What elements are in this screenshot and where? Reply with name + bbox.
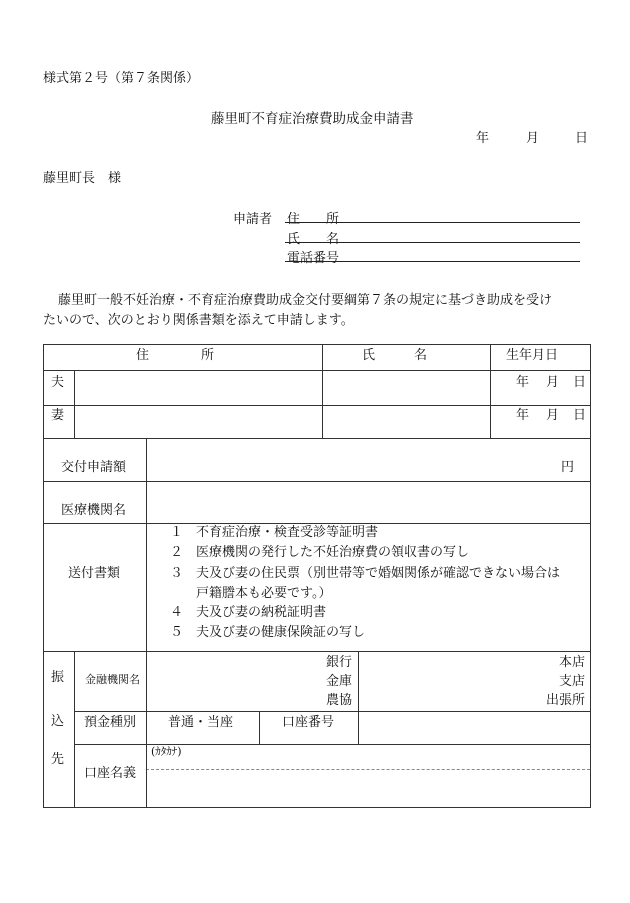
- applicant-name-line[interactable]: [285, 242, 580, 243]
- document-item: ４ 夫及び妻の納税証明書: [170, 605, 327, 620]
- account-holder-label: 口座名義: [84, 766, 137, 781]
- branch-type-office: 出張所: [546, 693, 586, 708]
- applicant-address-line[interactable]: [285, 222, 580, 223]
- document-item: 戸籍謄本も必要です。）: [170, 586, 332, 601]
- applicant-label: 申請者: [233, 212, 273, 227]
- document-item: ２ 医療機関の発行した不妊治療費の領収書の写し: [170, 545, 470, 560]
- body-text-line2: たいので、次のとおり関係書類を添えて申請します。: [43, 313, 354, 328]
- applicant-phone-line[interactable]: [285, 261, 580, 262]
- transfer-label-char: 込: [51, 714, 65, 729]
- wife-month: 月: [546, 408, 560, 423]
- body-text-line1: 藤里町一般不妊治療・不育症治療費助成金交付要綱第７条の規定に基づき助成を受け: [58, 293, 553, 308]
- bank-type-nokyo: 農協: [326, 693, 353, 708]
- amount-label: 交付申請額: [61, 460, 127, 475]
- husband-label: 夫: [51, 375, 65, 390]
- applicant-address-label: 住 所: [287, 212, 340, 227]
- bank-type-kinko: 金庫: [326, 674, 353, 689]
- document-item: ３ 夫及び妻の住民票（別世帯等で婚姻関係が確認できない場合は: [170, 566, 561, 581]
- documents-label: 送付書類: [68, 566, 121, 581]
- header-name: 氏 名: [362, 348, 428, 363]
- form-number: 様式第２号（第７条関係）: [43, 71, 200, 86]
- bank-label: 金融機関名: [85, 673, 140, 686]
- applicant-name-label: 氏 名: [287, 232, 340, 247]
- deposit-type-value[interactable]: 普通・当座: [168, 715, 234, 730]
- date-day: 日: [575, 131, 589, 146]
- date-month: 月: [526, 131, 540, 146]
- document-item: ５ 夫及び妻の健康保険証の写し: [170, 625, 366, 640]
- branch-type-main: 本店: [559, 655, 586, 670]
- transfer-label-char: 先: [51, 752, 65, 767]
- husband-year: 年: [516, 375, 530, 390]
- applicant-phone-label: 電話番号: [287, 251, 340, 266]
- header-birthdate: 生年月日: [506, 348, 559, 363]
- header-address: 住 所: [136, 348, 215, 363]
- amount-unit: 円: [561, 460, 575, 475]
- date-year: 年: [476, 131, 490, 146]
- form-title: 藤里町不育症治療費助成金申請書: [211, 111, 414, 127]
- deposit-type-label: 預金種別: [84, 715, 137, 730]
- addressee: 藤里町長 様: [43, 171, 122, 186]
- institution-label: 医療機関名: [61, 503, 127, 518]
- bank-type-bank: 銀行: [326, 655, 353, 670]
- wife-day: 日: [573, 408, 587, 423]
- account-number-label: 口座番号: [282, 715, 335, 730]
- wife-label: 妻: [51, 408, 65, 423]
- branch-type-branch: 支店: [559, 674, 586, 689]
- wife-year: 年: [516, 408, 530, 423]
- document-item: １ 不育症治療・検査受診等証明書: [170, 525, 379, 540]
- husband-day: 日: [573, 375, 587, 390]
- transfer-label-char: 振: [51, 670, 65, 685]
- kana-label: (ｶﾀｶﾅ): [151, 745, 182, 758]
- husband-month: 月: [546, 375, 560, 390]
